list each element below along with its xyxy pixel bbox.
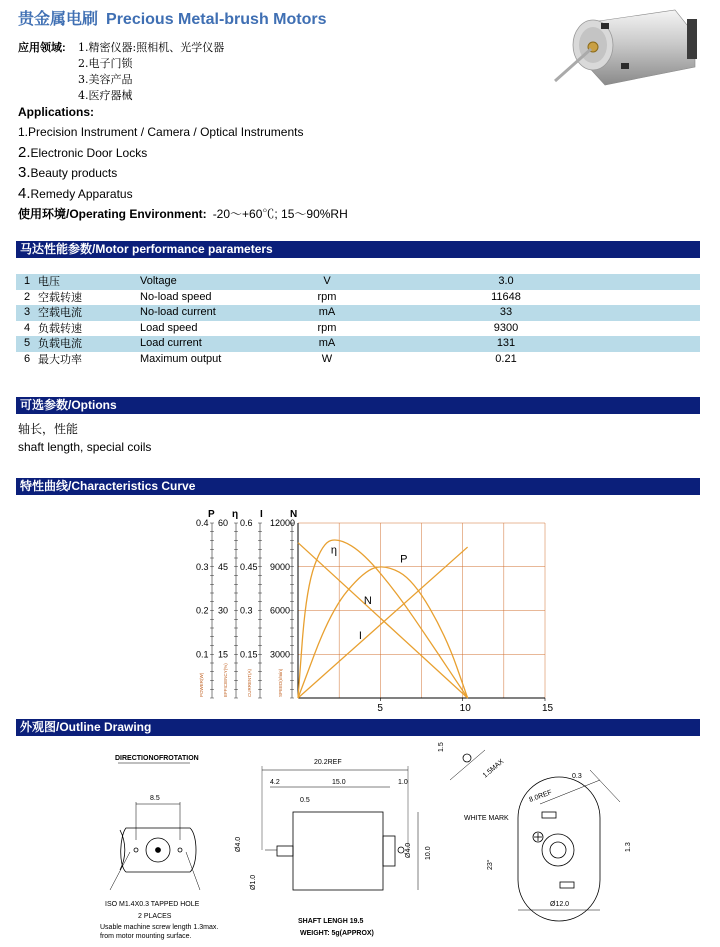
applications-en	[18, 103, 348, 225]
table-row	[16, 352, 700, 368]
axis-unit-label: SPEED(r/min)	[278, 668, 283, 697]
table-row	[16, 336, 700, 352]
dim-15-0: 15.0	[332, 779, 346, 786]
table-cell-value: 9300	[493, 321, 519, 334]
table-cell-unit: V	[292, 274, 362, 290]
table-row	[16, 305, 700, 321]
application-item: 3.Beauty products	[18, 164, 118, 182]
table-cell-value: 33	[362, 305, 700, 321]
x-tick-label: 5	[377, 703, 383, 714]
performance-table	[16, 274, 700, 367]
table-cell-unit: W	[321, 352, 333, 365]
operating-environment: 使用环境/Operating Environment: -20～+60℃; 15～90%RH	[18, 206, 348, 221]
x-tick-label: 10	[459, 703, 471, 714]
table-cell-no: 4	[23, 321, 31, 334]
table-cell-value: 131	[362, 336, 700, 352]
options-text	[18, 420, 151, 456]
title-en: Precious Metal-brush Motors	[106, 11, 327, 28]
table-cell-unit: rpm	[317, 290, 337, 303]
y-tick-label: 0.2	[196, 605, 209, 616]
axis-header: η	[232, 509, 239, 520]
table-cell-en: Load speed	[140, 321, 198, 334]
table-cell-cn: 最大功率	[38, 352, 82, 366]
dim-4-2: 4.2	[270, 779, 280, 786]
applications-cn-item: 4.医疗器械	[78, 89, 133, 102]
applications-cn-label: 应用领域:	[18, 42, 66, 54]
table-cell-en: Voltage	[140, 274, 292, 290]
table-cell-en: No-load current	[140, 305, 292, 321]
dim-phi-12-0: Ø12.0	[550, 901, 570, 908]
application-item: 2.Electronic Door Locks	[18, 143, 148, 161]
y-tick-label: 45	[218, 561, 229, 572]
y-tick-label: 12000	[270, 518, 296, 528]
applications-heading: Applications:	[18, 105, 95, 119]
dim-10-0: 10.0	[425, 846, 432, 860]
options-en: shaft length, special coils	[18, 440, 152, 454]
table-row	[16, 321, 700, 337]
x-tick-label: 15	[542, 703, 554, 714]
table-cell-cn: 空载电流	[38, 305, 140, 321]
screw-note-1: Usable machine screw length 1.3max.	[100, 924, 219, 931]
axis-unit-label: POWER(W)	[199, 672, 204, 697]
table-cell-cn: 负载电流	[38, 336, 140, 352]
applications-cn	[18, 40, 224, 104]
weight: WEIGHT: 5g(APPROX)	[300, 930, 374, 937]
table-cell-no: 6	[23, 352, 31, 365]
table-cell-en: Load current	[140, 336, 292, 352]
y-tick-label: 0.6	[240, 518, 253, 528]
axis-header: P	[208, 509, 215, 520]
axis-header: I	[260, 509, 263, 520]
page-title	[18, 6, 327, 29]
dim-1-3: 1.3	[625, 842, 632, 852]
applications-cn-item: 1.精密仪器:照相机、光学仪器	[78, 41, 225, 54]
table-cell-no: 5	[16, 336, 38, 352]
series-P-line	[298, 567, 468, 698]
y-tick-label: 6000	[270, 605, 291, 616]
table-cell-unit: mA	[292, 305, 362, 321]
section-performance-header: 马达性能参数/Motor performance parameters	[16, 241, 700, 258]
dim-0-3: 0.3	[572, 773, 582, 780]
dim-23-deg: 23°	[487, 859, 494, 870]
table-cell-no: 3	[16, 305, 38, 321]
applications-cn-item: 2.电子门锁	[78, 57, 133, 70]
applications-cn-item: 3.美容产品	[78, 73, 133, 86]
table-cell-value: 0.21	[495, 352, 517, 365]
y-tick-label: 0.15	[240, 649, 258, 660]
series-label: I	[358, 629, 362, 642]
dim-20-2-ref: 20.2REF	[314, 759, 342, 766]
options-cn: 轴长，性能	[18, 422, 79, 436]
section-curve-header: 特性曲线/Characteristics Curve	[16, 478, 700, 495]
application-item: 4.Remedy Apparatus	[18, 185, 133, 203]
motor-photo	[545, 5, 700, 100]
dim-8-0-ref: 8.0REF	[528, 789, 553, 804]
title-cn: 贵金属电刷	[18, 11, 99, 28]
dim-8-5: 8.5	[150, 795, 160, 802]
table-cell-no: 2	[23, 290, 31, 303]
y-tick-label: 0.4	[196, 518, 209, 528]
y-tick-label: 60	[218, 518, 229, 528]
y-tick-label: 0.1	[196, 649, 209, 660]
dim-phi-4-0-a: Ø4.0	[235, 836, 242, 852]
table-cell-unit: rpm	[317, 321, 337, 334]
table-cell-cn: 空载转速	[38, 290, 82, 304]
shaft-length: SHAFT LENGH 19.5	[298, 918, 364, 925]
direction-label: DIRECTIONOFROTATION	[115, 755, 199, 762]
axis-unit-label: EFFICIENCY(%)	[223, 663, 228, 697]
section-options-header: 可选参数/Options	[16, 397, 700, 414]
table-cell-value: 11648	[491, 290, 521, 303]
y-tick-label: 3000	[270, 649, 291, 660]
series-label: η	[330, 544, 338, 557]
table-cell-no: 1	[16, 274, 38, 290]
y-tick-label: 0.3	[196, 561, 209, 572]
dim-phi-1-0: Ø1.0	[250, 874, 257, 890]
y-tick-label: 0.45	[240, 561, 258, 572]
dim-1-5-max: 1.5MAX	[481, 758, 506, 780]
y-tick-label: 30	[218, 605, 229, 616]
iso-note: ISO M1.4X0.3 TAPPED HOLE	[105, 901, 200, 908]
series-label: N	[363, 594, 372, 607]
table-cell-cn: 电压	[38, 274, 140, 290]
axis-header: N	[290, 509, 298, 520]
white-mark-label: WHITE MARK	[464, 815, 509, 822]
table-row	[16, 274, 700, 290]
table-cell-unit: mA	[292, 336, 362, 352]
characteristics-chart	[190, 505, 560, 715]
dim-1-0: 1.0	[398, 779, 408, 786]
table-cell-cn: 负载转速	[38, 321, 82, 335]
application-item: 1.Precision Instrument / Camera / Optical Instruments	[18, 124, 304, 139]
table-cell-value: 3.0	[362, 274, 700, 290]
places-note: 2 PLACES	[138, 913, 172, 920]
series-label: P	[400, 553, 408, 566]
outline-drawing	[100, 740, 640, 947]
screw-note-2: from motor mounting surface.	[100, 933, 192, 940]
section-outline-header: 外观图/Outline Drawing	[16, 719, 700, 736]
y-tick-label: 15	[218, 649, 229, 660]
dim-phi-4-0-b: Ø4.0	[405, 842, 412, 858]
table-row	[16, 290, 700, 306]
table-cell-en: Maximum output	[140, 352, 222, 365]
axis-unit-label: CURRENT(A)	[247, 669, 252, 697]
y-tick-label: 0.3	[240, 605, 253, 616]
dim-1-5: 1.5	[438, 742, 445, 752]
dim-0-5: 0.5	[300, 797, 310, 804]
y-tick-label: 9000	[270, 561, 291, 572]
table-cell-en: No-load speed	[140, 290, 212, 303]
